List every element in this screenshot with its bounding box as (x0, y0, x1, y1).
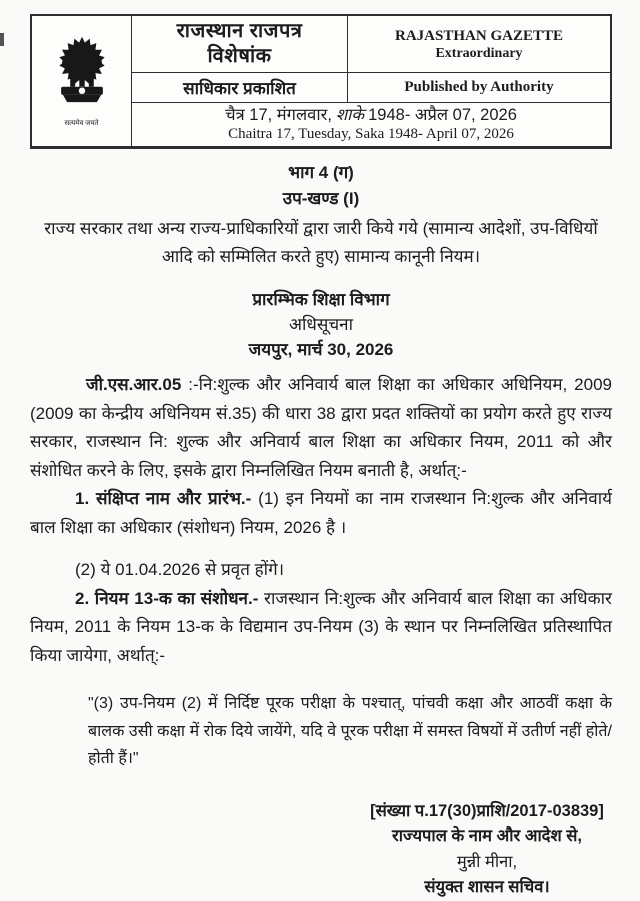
date-english: Chaitra 17, Tuesday, Saka 1948- April 07, 2026 (228, 126, 514, 142)
gazette-title-hindi-line1: राजस्थान राजपत्र (176, 20, 303, 42)
date-hindi (132, 105, 610, 125)
emblem-motto: सत्यमेव जयते (64, 119, 99, 127)
subsection-heading: उप-खण्ड (I) (282, 189, 360, 208)
by-order-line: राज्यपाल के नाम और आदेश से, (392, 827, 582, 845)
authority-hindi-cell (132, 73, 348, 103)
clause-1-text: (1) इन नियमों का नाम राजस्थान नि:शुल्क और अनिवार्य बाल शिक्षा का अधिकार (संशोधन) नियम, 2026 है । (30, 489, 612, 537)
part-heading: भाग 4 (ग) (288, 163, 354, 182)
place-date-line: जयपुर, मार्च 30, 2026 (248, 340, 394, 359)
gsr-paragraph (30, 371, 612, 485)
date-hindi-saka: शाके (335, 106, 365, 124)
clause-1-subrule-2: (2) ये 01.04.2026 से प्रवृत होंगे। (75, 560, 285, 579)
authority-hindi: साधिकार प्रकाशित (183, 79, 296, 98)
signatory-designation: संयुक्त शासन सचिव। (424, 878, 550, 896)
gazette-title-english (348, 16, 610, 73)
clause-2-text: राजस्थान नि:शुल्क और अनिवार्य बाल शिक्षा का अधिकार नियम, 2011 के नियम 13-क के विद्यमान उप-नियम (3) के स्थान पर निम्नलिखित प्रतिस्थापित किया जायेगा, अर्थात्:- (30, 588, 612, 665)
clause-1-label: 1. संक्षिप्त नाम और प्रारंभ.- (75, 489, 252, 508)
date-row (132, 103, 610, 146)
gazette-title-hindi-line2: विशेषांक (207, 45, 272, 67)
clause-1-paragraph (30, 485, 612, 542)
department-heading: प्रारम्भिक शिक्षा विभाग (252, 290, 390, 309)
substituted-subrule-quote: "(3) उप-नियम (2) में निर्दिष्ट पूरक परीक्षा के पश्चात्, पांचवी कक्षा और आठवीं कक्षा के बालक उसी कक्षा में रोक दिये जायेंगे, यदि वे पूरक परीक्षा में समस्त विषयों में उतीर्ण नहीं होते/होती हैं।" (88, 695, 612, 767)
gazette-title-hindi (132, 16, 348, 73)
notification-number: [संख्या प.17(30)प्राशि/2017-03839] (370, 801, 604, 820)
signatory-name: मुन्नी मीना, (456, 852, 518, 871)
ashoka-emblem-icon (49, 35, 115, 118)
date-hindi-post: 1948- अप्रैल 07, 2026 (368, 106, 517, 124)
gazette-title-english-line: RAJASTHAN GAZETTE (395, 27, 563, 44)
signature-block (362, 799, 612, 901)
scan-edge-artifact (0, 33, 4, 46)
emblem-cell (32, 16, 132, 146)
authority-english: Published by Authority (404, 79, 554, 95)
gazette-header-table (30, 14, 612, 149)
clause-2-paragraph (30, 585, 612, 671)
date-hindi-pre: चैत्र 17, मंगलवार, (225, 106, 332, 124)
authority-english-cell (348, 73, 610, 103)
clause-2-label: 2. नियम 13-क का संशोधन.- (75, 588, 259, 608)
notification-heading: अधिसूचना (289, 315, 353, 334)
gsr-paragraph-text: :-नि:शुल्क और अनिवार्य बाल शिक्षा का अधिकार अधिनियम, 2009 (2009 का केन्द्रीय अधिनियम सं.35) की धारा 38 द्वारा प्रदत शक्तियों का प्रयोग करते हुए राज्य सरकार, राजस्थान नि: शुल्क और अनिवार्य बाल शिक्षा का अधिकार नियम, 2011 को और संशोधित करने के लिए, इसके द्वारा निम्नलिखित नियम बनाती है, अर्थात्:- (30, 375, 612, 480)
section-description: राज्य सरकार तथा अन्य राज्य-प्राधिकारियों द्वारा जारी किये गये (सामान्य आदेशों, उप-विधियों आदि को सम्मिलित करते हुए) सामान्य कानूनी नियम। (44, 219, 598, 266)
gazette-subtitle-english: Extraordinary (435, 45, 523, 61)
gsr-number-label: जी.एस.आर.05 (86, 375, 182, 394)
